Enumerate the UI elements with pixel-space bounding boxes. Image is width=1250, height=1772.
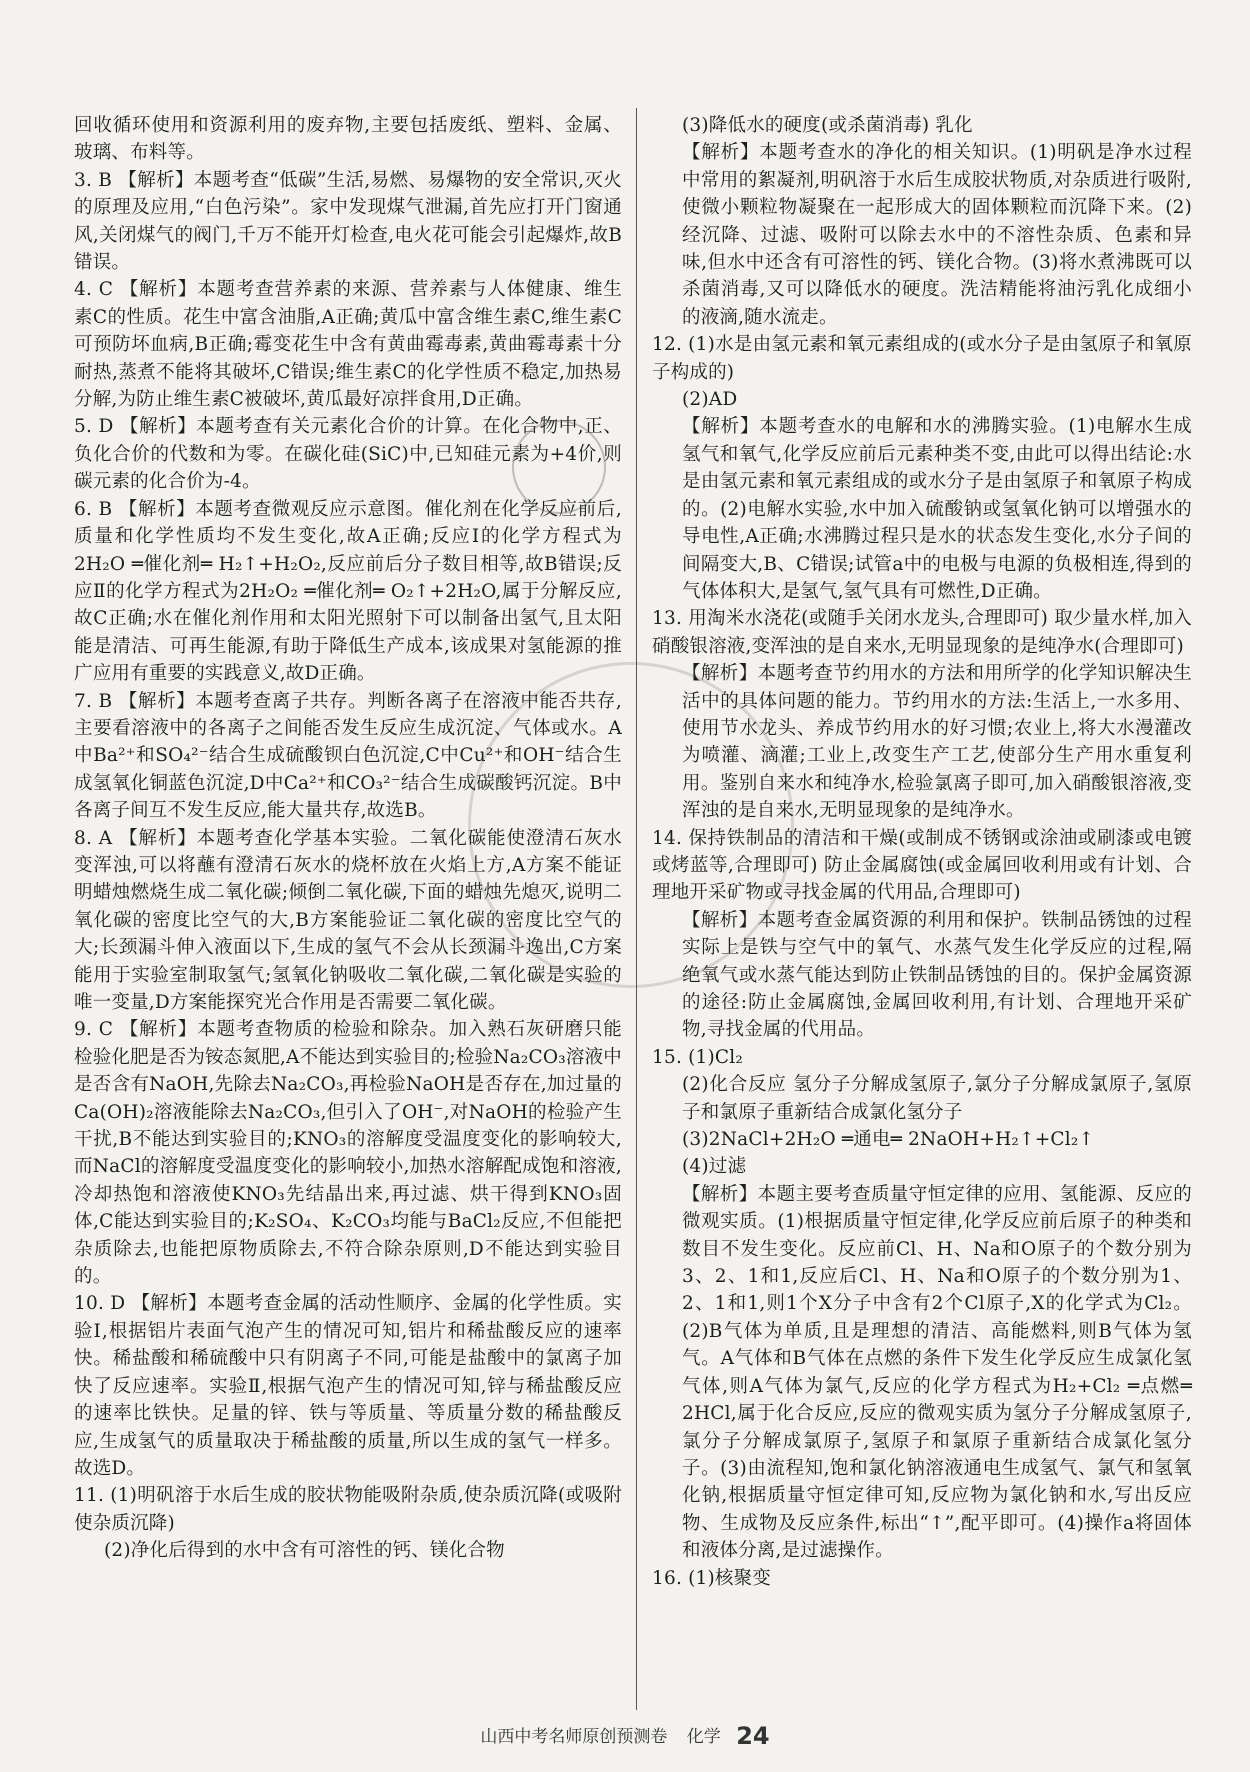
- answer-paragraph: 【解析】本题考查水的净化的相关知识。(1)明矾是净水过程中常用的絮凝剂,明矾溶于水后生成胶状物质,对杂质进行吸附,使微小颗粒物凝聚在一起形成大的固体颗粒而沉降下来。(2)经沉降、过滤、吸附可以除去水中的不溶性杂质、色素和异味,但水中还含有可溶性的钙、镁化合物。(3)将水煮沸既可以杀菌消毒,又可以降低水的硬度。洗洁精能将油污乳化成细小的液滴,随水流走。: [682, 142, 1192, 328]
- answer-paragraph: 【解析】本题考查金属资源的利用和保护。铁制品锈蚀的过程实际上是铁与空气中的氧气、水蒸气发生化学反应的过程,隔绝氧气或水蒸气能达到防止铁制品锈蚀的目的。保护金属资源的途径:防止金属腐蚀,金属回收利用,有计划、合理地开采矿物,寻找金属的代用品。: [682, 909, 1192, 1041]
- footer-title: 山西中考名师原创预测卷: [480, 1727, 668, 1747]
- answer-paragraph: (2)化合反应 氢分子分解成氢原子,氯分子分解成氯原子,氢原子和氯原子重新结合成氯化氢分子: [682, 1074, 1192, 1123]
- watermark-seal: [468, 662, 794, 988]
- answer-paragraph: 11. (1)明矾溶于水后生成的胶状物能吸附杂质,使杂质沉降(或吸附使杂质沉降): [74, 1485, 622, 1534]
- answer-paragraph: 7. B 【解析】本题考查离子共存。判断各离子在溶液中能否共存,主要看溶液中的各离子之间能否发生反应生成沉淀、气体或水。A中Ba²⁺和SO₄²⁻结合生成硫酸钡白色沉淀,C中Cu²⁺和OH⁻结合生成氢氧化铜蓝色沉淀,D中Ca²⁺和CO₃²⁻结合生成碳酸钙沉淀。B中各离子间互不发生反应,能大量共存,故选B。: [74, 690, 622, 822]
- answer-paragraph: 回收循环使用和资源利用的废弃物,主要包括废纸、塑料、金属、玻璃、布料等。: [74, 115, 622, 164]
- answer-paragraph: (3)2NaCl+2H₂O ═通电═ 2NaOH+H₂↑+Cl₂↑: [682, 1129, 1095, 1151]
- answer-paragraph: (4)过滤: [682, 1156, 747, 1178]
- answer-paragraph: 6. B 【解析】本题考查微观反应示意图。催化剂在化学反应前后,质量和化学性质均不发生变化,故A正确;反应Ⅰ的化学方程式为2H₂O ═催化剂═ H₂↑+H₂O₂,反应前后分子数目相等,故B错误;反应Ⅱ的化学方程式为2H₂O₂ ═催化剂═ O₂↑+2H₂O,属于分解反应,故C正确;水在催化剂作用和太阳光照射下可以制备出氢气,且太阳能是清洁、可再生能源,有助于降低生产成本,该成果对氢能源的推广应用有重要的实践意义,故D正确。: [74, 498, 622, 685]
- answer-paragraph: 8. A 【解析】本题考查化学基本实验。二氧化碳能使澄清石灰水变浑浊,可以将蘸有澄清石灰水的烧杯放在火焰上方,A方案不能证明蜡烛燃烧生成二氧化碳;倾倒二氧化碳,下面的蜡烛先熄灭,说明二氧化碳的密度比空气的大,B方案能验证二氧化碳的密度比空气的大;长颈漏斗伸入液面以下,生成的氢气不会从长颈漏斗逸出,C方案能用于实验室制取氢气;氢氧化钠吸收二氧化碳,二氧化碳是实验的唯一变量,D方案能探究光合作用是否需要二氧化碳。: [74, 827, 622, 1013]
- page-footer: [0, 1722, 1250, 1750]
- answer-paragraph: 13. 用淘米水浇花(或随手关闭水龙头,合理即可) 取少量水样,加入硝酸银溶液,变浑浊的是自来水,无明显现象的是纯净水(合理即可): [652, 608, 1192, 657]
- answer-paragraph: 【解析】本题考查节约用水的方法和用所学的化学知识解决生活中的具体问题的能力。节约用水的方法:生活上,一水多用、使用节水龙头、养成节约用水的好习惯;农业上,将大水漫灌改为喷灌、滴灌;工业上,改变生产工艺,使部分生产用水重复利用。鉴别自来水和纯净水,检验氯离子即可,加入硝酸银溶液,变浑浊的是自来水,无明显现象的是纯净水。: [682, 663, 1192, 822]
- page-number: 24: [736, 1722, 770, 1750]
- answer-paragraph: 15. (1)Cl₂: [652, 1046, 743, 1068]
- answer-paragraph: 4. C 【解析】本题考查营养素的来源、营养素与人体健康、维生素C的性质。花生中富含油脂,A正确;黄瓜中富含维生素C,维生素C可预防坏血病,B正确;霉变花生中含有黄曲霉毒素,黄曲霉毒素十分耐热,蒸煮不能将其破坏,C错误;维生素C的化学性质不稳定,加热易分解,为防止维生素C被破坏,黄瓜最好凉拌食用,D正确。: [74, 279, 622, 411]
- answer-paragraph: 9. C 【解析】本题考查物质的检验和除杂。加入熟石灰研磨只能检验化肥是否为铵态氮肥,A不能达到实验目的;检验Na₂CO₃溶液中是否含有NaOH,先除去Na₂CO₃,再检验NaOH是否存在,加过量的Ca(OH)₂溶液能除去Na₂CO₃,但引入了OH⁻,对NaOH的检验产生干扰,B不能达到实验目的;KNO₃的溶解度受温度变化的影响较大,而NaCl的溶解度受温度变化的影响较小,加热水溶解配成饱和溶液,冷却热饱和溶液使KNO₃先结晶出来,再过滤、烘干得到KNO₃固体,C能达到实验目的;K₂SO₄、K₂CO₃均能与BaCl₂反应,不但能把杂质除去,也能把原物质除去,不符合除杂原则,D不能达到实验目的。: [74, 1019, 622, 1288]
- answer-paragraph: (2)AD: [682, 389, 738, 411]
- footer-subject: 化学: [686, 1727, 721, 1747]
- answer-paragraph: 5. D 【解析】本题考查有关元素化合价的计算。在化合物中,正、负化合价的代数和为零。在碳化硅(SiC)中,已知硅元素为+4价,则碳元素的化合价为-4。: [74, 416, 622, 493]
- answer-paragraph: 16. (1)核聚变: [652, 1567, 772, 1589]
- answer-paragraph: 14. 保持铁制品的清洁和干燥(或制成不锈钢或涂油或刷漆或电镀或烤蓝等,合理即可) 防止金属腐蚀(或金属回收利用或有计划、合理地开采矿物或寻找金属的代用品,合理即可): [652, 827, 1192, 904]
- answer-paragraph: 3. B 【解析】本题考查“低碳”生活,易燃、易爆物的安全常识,灭火的原理及应用,“白色污染”。家中发现煤气泄漏,首先应打开门窗通风,关闭煤气的阀门,千万不能开灯检查,电火花可能会引起爆炸,故B错误。: [74, 169, 622, 274]
- answer-paragraph: (3)降低水的硬度(或杀菌消毒) 乳化: [682, 115, 973, 136]
- answer-paragraph: 【解析】本题主要考查质量守恒定律的应用、氢能源、反应的微观实质。(1)根据质量守恒定律,化学反应前后原子的种类和数目不发生变化。反应前Cl、H、Na和O原子的个数分别为3、2、1和1,反应后Cl、H、Na和O原子的个数分别为1、2、1和1,则1个X分子中含有2个Cl原子,X的化学式为Cl₂。(2)B气体为单质,且是理想的清洁、高能燃料,则B气体为氢气。A气体和B气体在点燃的条件下发生化学反应生成氯化氢气体,则A气体为氯气,反应的化学方程式为H₂+Cl₂ ═点燃═ 2HCl,属于化合反应,反应的微观实质为氢分子分解成氢原子,氯分子分解成氯原子,氢原子和氯原子重新结合成氯化氢分子。(3)由流程知,饱和氯化钠溶液通电生成氢气、氯气和氢氧化钠,根据质量守恒定律可知,反应物为氯化钠和水,写出反应物、生成物及反应条件,标出“↑”,配平即可。(4)操作a将固体和液体分离,是过滤操作。: [682, 1183, 1192, 1562]
- answer-paragraph: 10. D 【解析】本题考查金属的活动性顺序、金属的化学性质。实验Ⅰ,根据铝片表面气泡产生的情况可知,铝片和稀盐酸反应的速率快。稀盐酸和稀硫酸中只有阴离子不同,可能是盐酸中的氯离子加快了反应速率。实验Ⅱ,根据气泡产生的情况可知,锌与稀盐酸反应的速率比铁快。足量的锌、铁与等质量、等质量分数的稀盐酸反应,生成氢气的质量取决于稀盐酸的质量,所以生成的氢气一样多。故选D。: [74, 1293, 622, 1479]
- answer-paragraph: (2)净化后得到的水中含有可溶性的钙、镁化合物: [104, 1540, 505, 1562]
- answer-paragraph: 12. (1)水是由氢元素和氧元素组成的(或水分子是由氢原子和氧原子构成的): [652, 334, 1192, 383]
- answer-paragraph: 【解析】本题考查水的电解和水的沸腾实验。(1)电解水生成氢气和氧气,化学反应前后元素种类不变,由此可以得出结论:水是由氢元素和氧元素组成的或水分子是由氢原子和氧原子构成的。(2)电解水实验,水中加入硫酸钠或氢氧化钠可以增强水的导电性,A正确;水沸腾过程只是水的状态发生变化,水分子间的间隔变大,B、C错误;试管a中的电极与电源的负极相连,得到的气体体积大,是氢气,氢气具有可燃性,D正确。: [682, 416, 1192, 602]
